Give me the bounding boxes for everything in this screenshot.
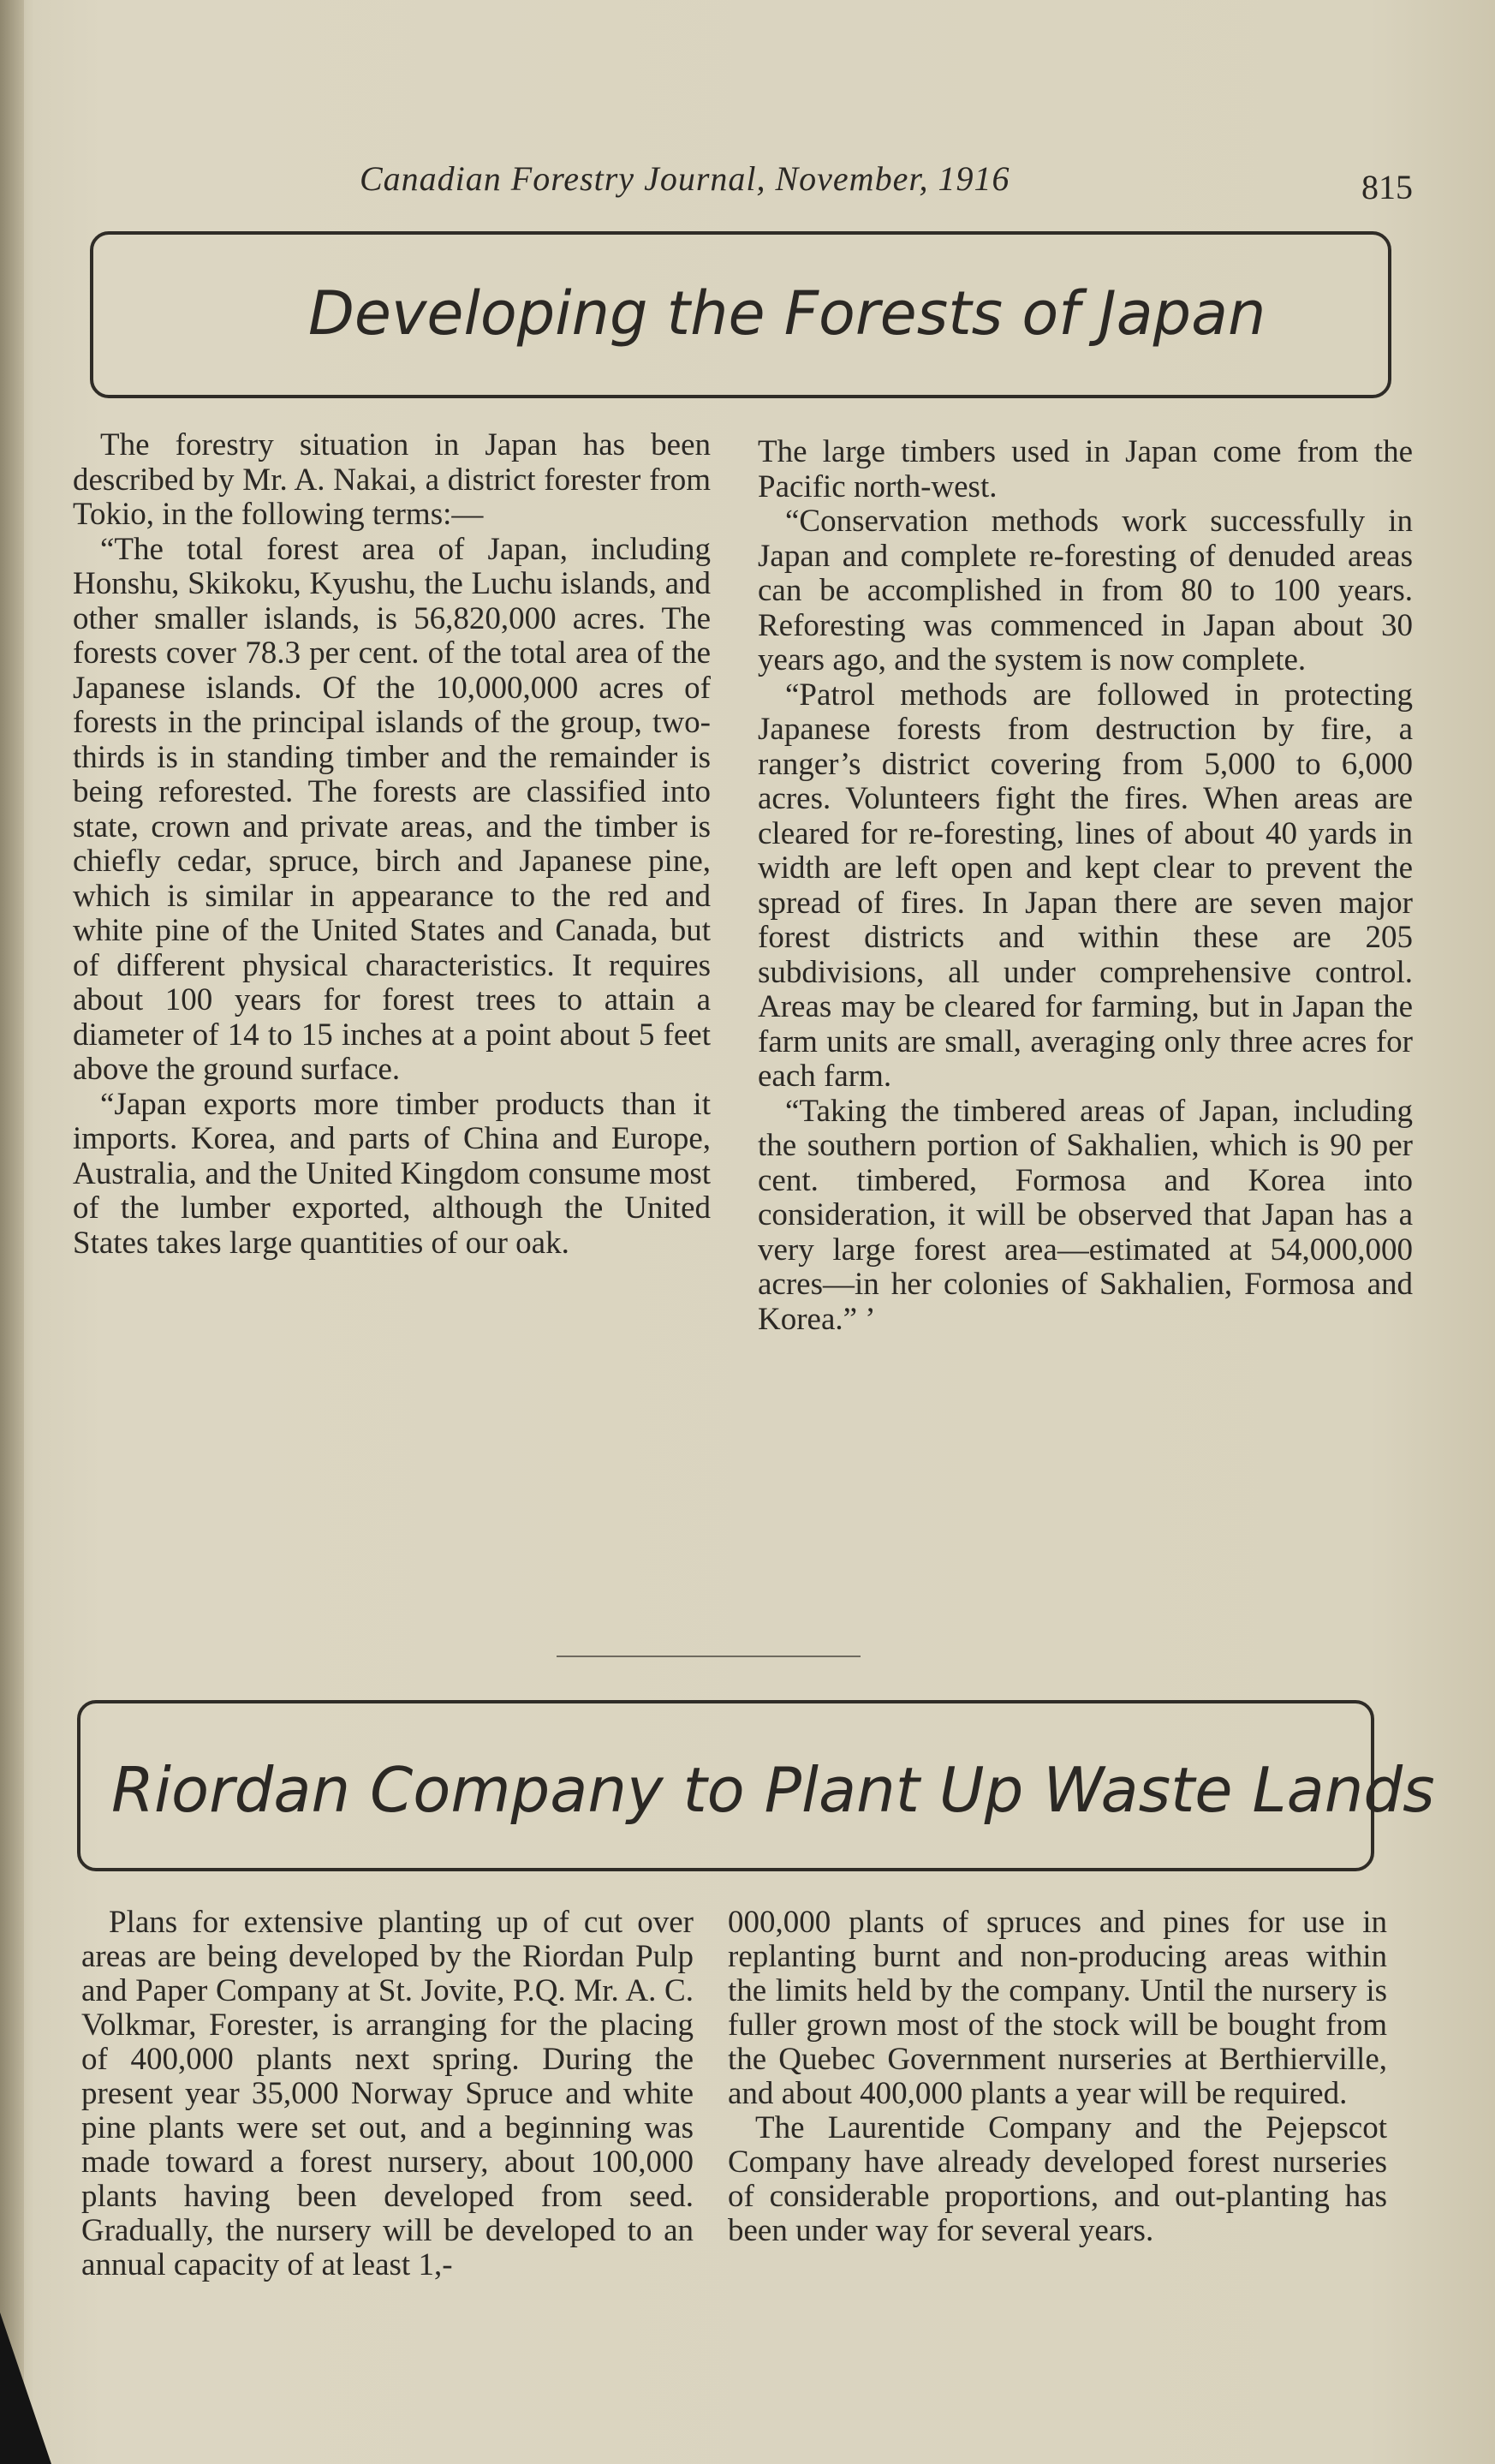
- article2-column-right: [728, 1906, 1387, 2248]
- paragraph: “The total forest area of Japan, including Honshu, Skikoku, Kyushu, the Luchu islands, and other smaller islands, is 56,820,000 acres. The forests cover 78.3 per cent. of the total area of the Japanese islands. Of the 10,000,000 acres of forests in the principal islands of the group, two-thirds is in standing timber and the remainder is being reforested. The forests are classified into state, crown and private areas, and the timber is chiefly cedar, spruce, birch and Japanese pine, which is similar in appearance to the red and white pine of the United States and Canada, but of different physical characteristics. It requires about 100 years for forest trees to attain a diameter of 14 to 15 inches at a point about 5 feet above the ground surface.: [73, 531, 711, 1087]
- article1-column-left: [73, 428, 711, 1261]
- article2-column-left: [81, 1906, 694, 2282]
- paragraph: 000,000 plants of spruces and pines for use in replanting burnt and non-producing areas within the limits held by the company. Until the nursery is fuller grown most of the stock will be bought from the Quebec Government nurseries at Berthierville, and about 400,000 plants a year will be required.: [728, 1905, 1387, 2111]
- paragraph: “Conservation methods work successfully in Japan and complete re-foresting of denuded areas can be accomplished in from 80 to 100 years. Reforesting was commenced in Japan about 30 years ago, and the system is now complete.: [758, 504, 1413, 677]
- article2-title: Riordan Company to Plant Up Waste Lands: [111, 1754, 1435, 1826]
- paragraph: The large timbers used in Japan come from the Pacific north-west.: [758, 434, 1413, 504]
- paragraph: “Japan exports more timber products than it imports. Korea, and parts of China and Europe, Australia, and the United Kingdom consume most of the lumber exported, although the United States takes large quantities of our oak.: [73, 1086, 711, 1261]
- paragraph: “Taking the timbered areas of Japan, including the southern portion of Sakhalien, which is 90 per cent. timbered, Formosa and Korea into consideration, it will be observed that Japan has a very large forest area—estimated at 54,000,000 acres—in her colonies of Sakhalien, Formosa and Korea.” ’: [758, 1093, 1413, 1337]
- paragraph: “Patrol methods are followed in protecting Japanese forests from destruction by fire, a ranger’s district covering from 5,000 to 6,000 acres. Volunteers fight the fires. When areas are cleared for re-foresting, lines of about 40 yards in width are left open and kept clear to prevent the spread of fires. In Japan there are seven major forest districts and within these are 205 subdivisions, all under comprehensive control. Areas may be cleared for farming, but in Japan the farm units are small, averaging only three acres for each farm.: [758, 677, 1413, 1094]
- book-spine: [0, 0, 24, 2464]
- paragraph: The Laurentide Company and the Pejepscot Company have already developed forest nurseries of considerable proportions, and out-planting has been under way for several years.: [728, 2110, 1387, 2248]
- running-header: Canadian Forestry Journal, November, 1916: [360, 159, 1010, 198]
- paragraph: The forestry situation in Japan has been described by Mr. A. Nakai, a district forester from Tokio, in the following terms:—: [73, 427, 711, 532]
- dark-corner: [0, 2312, 51, 2464]
- article1-title: Developing the Forests of Japan: [308, 278, 1266, 349]
- page-number: 815: [1361, 168, 1413, 206]
- article1-column-right: [758, 435, 1413, 1337]
- section-divider: [557, 1656, 861, 1657]
- paragraph: Plans for extensive planting up of cut over areas are being developed by the Riordan Pulp and Paper Company at St. Jovite, P.Q. Mr. A. C. Volkmar, Forester, is arranging for the placing of 400,000 plants next spring. During the present year 35,000 Norway Spruce and white pine plants were set out, and a beginning was made toward a forest nursery, about 100,000 plants having been developed from seed. Gradually, the nursery will be developed to an annual capacity of at least 1,-: [81, 1905, 694, 2282]
